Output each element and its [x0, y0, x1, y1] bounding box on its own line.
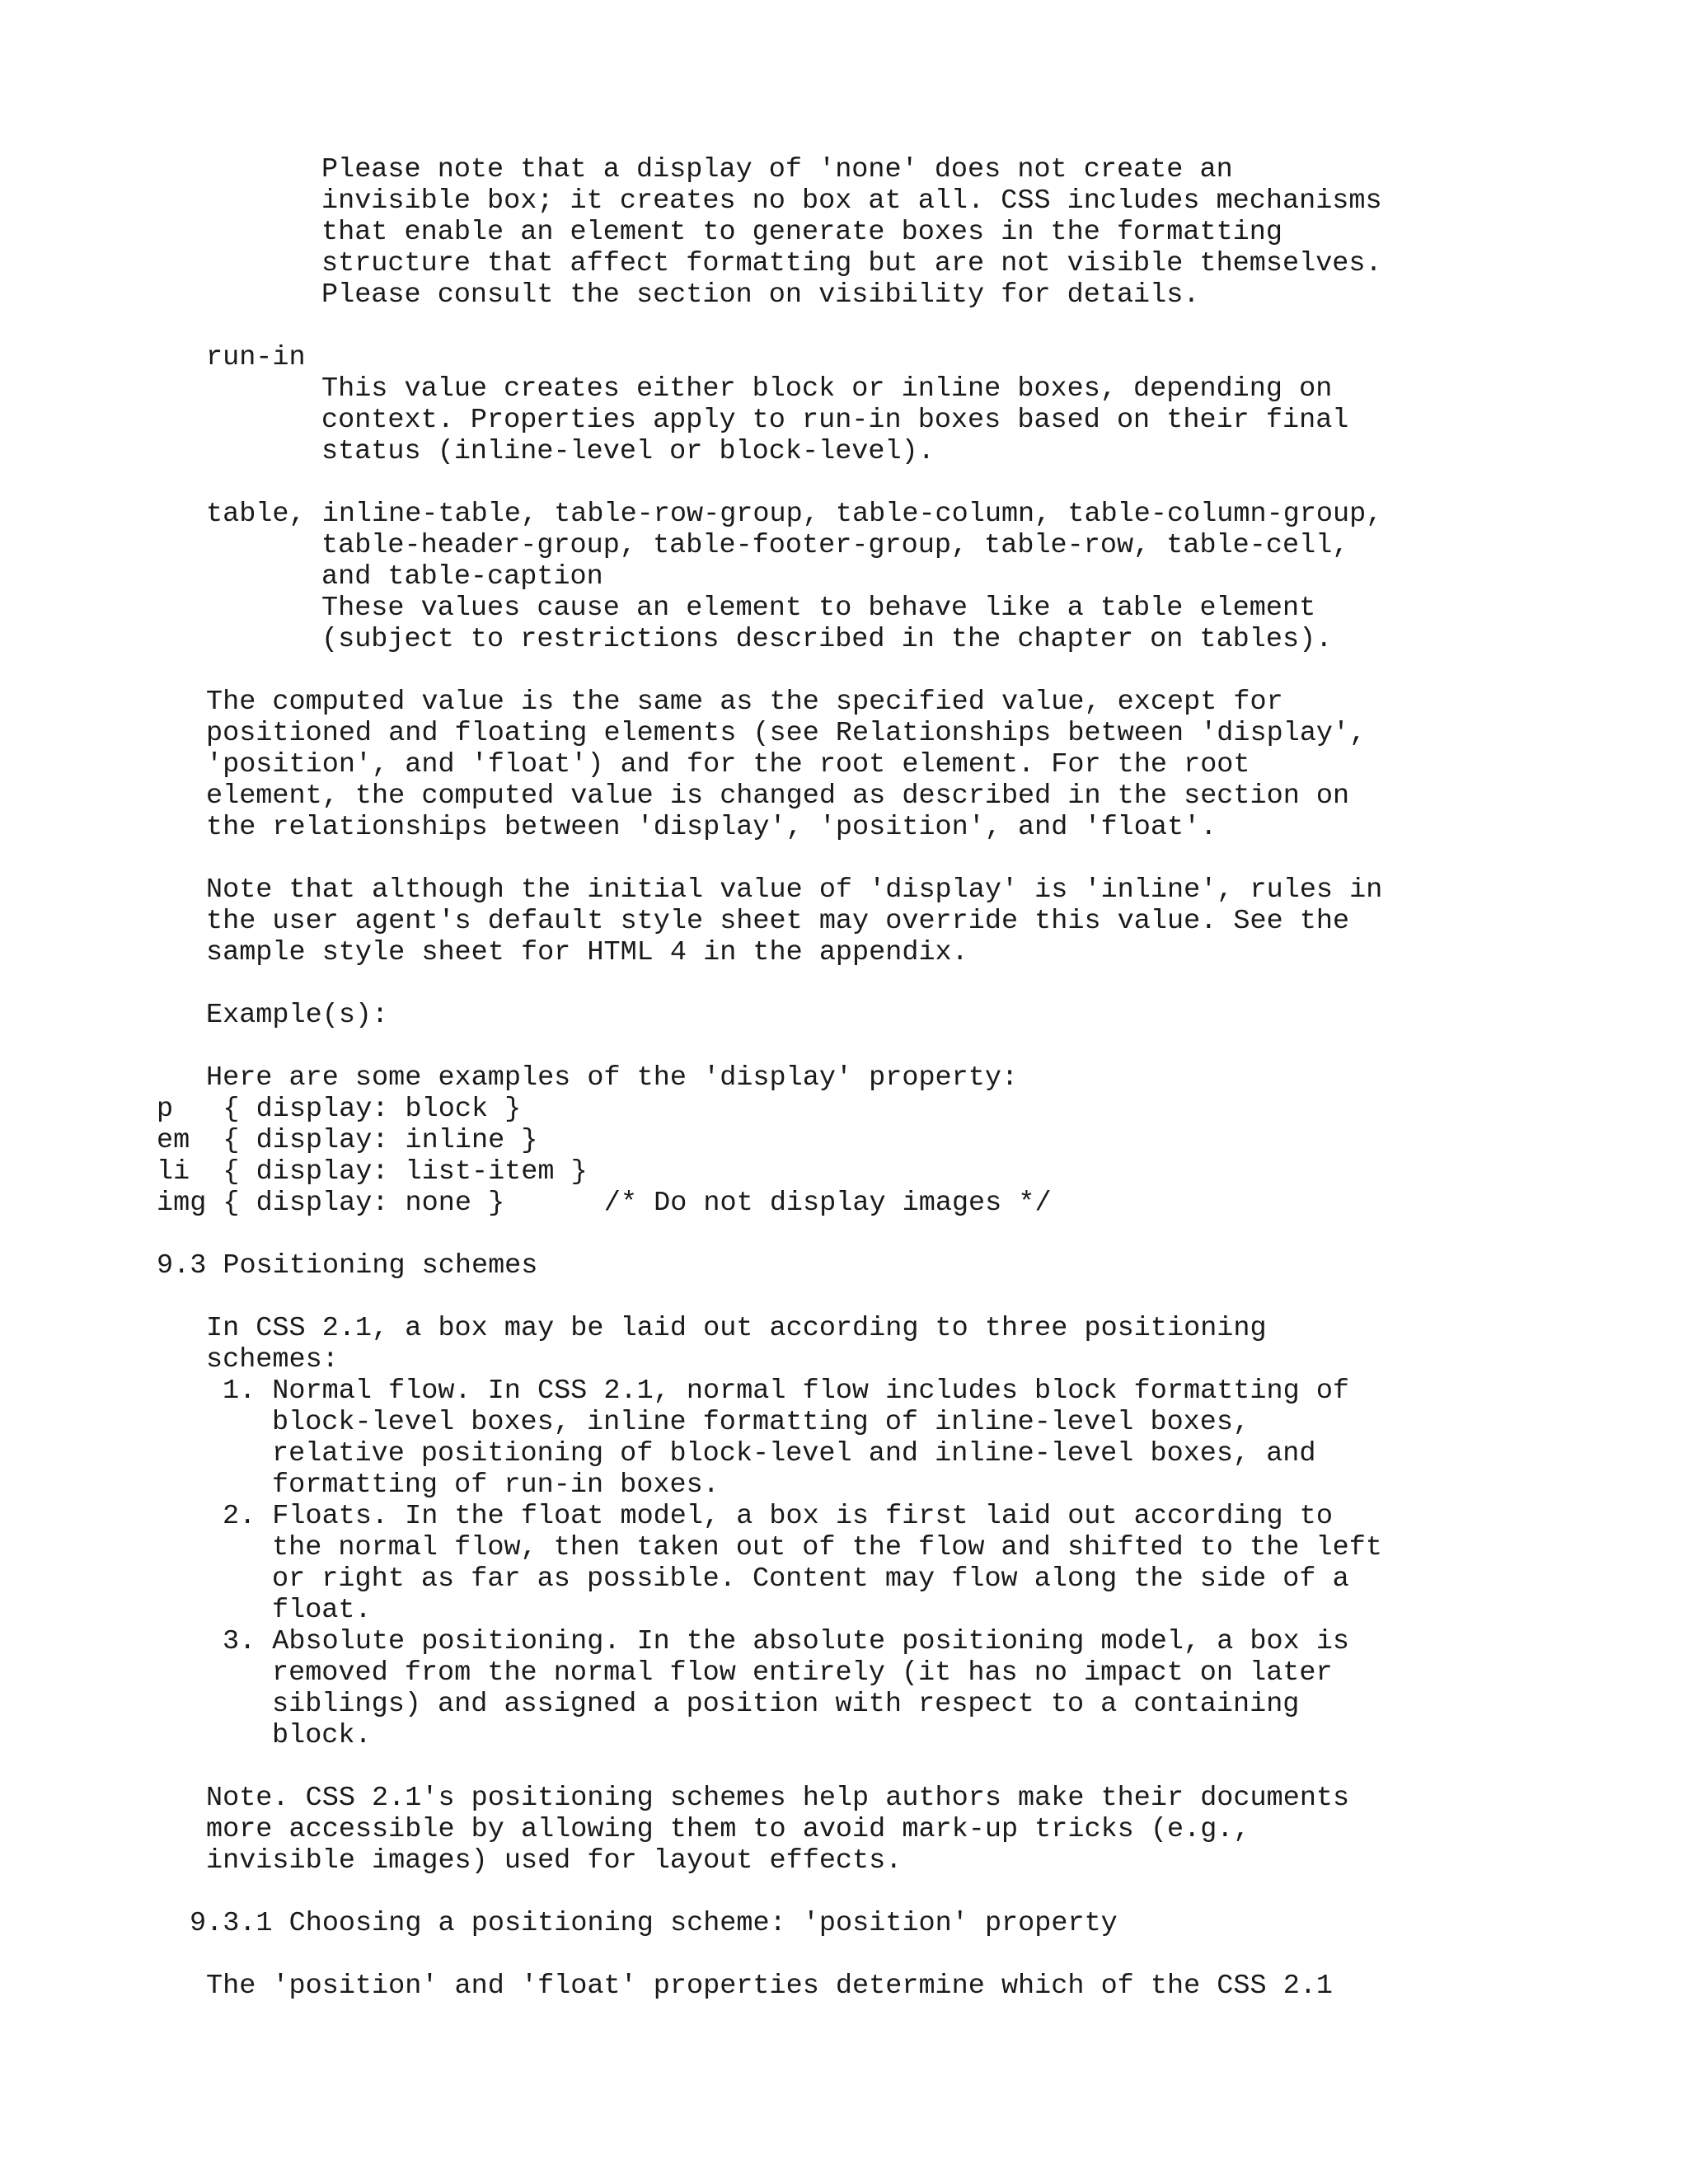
display-none-note-line: invisible box; it creates no box at all. CSS includes mechanisms	[321, 185, 1382, 217]
list-item-continuation: formatting of run-in boxes.	[272, 1469, 720, 1501]
code-line: img { display: none } /* Do not display images */	[157, 1188, 1052, 1219]
list-item-continuation: float.	[272, 1595, 372, 1626]
display-none-note-line: that enable an element to generate boxes in the formatting	[321, 217, 1282, 248]
position-float-paragraph-line: The 'position' and 'float' properties determine which of the CSS 2.1	[206, 1971, 1334, 2002]
initial-value-note-line: Note that although the initial value of 'display' is 'inline', rules in	[206, 874, 1383, 906]
initial-value-note-line: the user agent's default style sheet may override this value. See the	[206, 906, 1350, 937]
table-values-definition-line: These values cause an element to behave like a table element	[321, 593, 1316, 624]
code-line: li { display: list-item }	[157, 1156, 588, 1188]
initial-value-note-line: sample style sheet for HTML 4 in the appendix.	[206, 937, 968, 968]
example-intro: Here are some examples of the 'display' property:	[206, 1062, 1019, 1094]
subsection-heading: 9.3.1 Choosing a positioning scheme: 'position' property	[190, 1908, 1118, 1939]
example-label: Example(s):	[206, 1000, 389, 1031]
table-values-term: and table-caption	[321, 561, 603, 593]
computed-value-paragraph-line: element, the computed value is changed as described in the section on	[206, 780, 1350, 812]
display-none-note-line: Please consult the section on visibility for details.	[321, 279, 1200, 311]
display-none-note-line: Please note that a display of 'none' does not create an	[321, 154, 1233, 185]
code-line: p { display: block }	[157, 1094, 522, 1125]
list-item-continuation: the normal flow, then taken out of the flow and shifted to the left	[272, 1532, 1382, 1563]
list-item-continuation: block-level boxes, inline formatting of inline-level boxes,	[272, 1407, 1250, 1438]
run-in-term: run-in	[206, 342, 306, 373]
code-line: em { display: inline }	[157, 1125, 538, 1156]
accessibility-note-line: invisible images) used for layout effects.	[206, 1845, 903, 1877]
list-item: 3. Absolute positioning. In the absolute positioning model, a box is	[223, 1626, 1350, 1657]
computed-value-paragraph-line: 'position', and 'float') and for the root element. For the root	[206, 749, 1250, 780]
positioning-intro-line: schemes:	[206, 1344, 339, 1376]
list-item-continuation: relative positioning of block-level and inline-level boxes, and	[272, 1438, 1316, 1469]
run-in-definition-line: status (inline-level or block-level).	[321, 436, 935, 467]
list-item: 1. Normal flow. In CSS 2.1, normal flow includes block formatting of	[223, 1376, 1350, 1407]
run-in-definition-line: This value creates either block or inline boxes, depending on	[321, 373, 1333, 405]
display-none-note-line: structure that affect formatting but are not visible themselves.	[321, 248, 1382, 279]
list-item-continuation: removed from the normal flow entirely (it has no impact on later	[272, 1657, 1333, 1689]
accessibility-note-line: more accessible by allowing them to avoid mark-up tricks (e.g.,	[206, 1814, 1250, 1845]
computed-value-paragraph-line: the relationships between 'display', 'position', and 'float'.	[206, 812, 1217, 843]
list-item-continuation: siblings) and assigned a position with respect to a containing	[272, 1689, 1300, 1720]
table-values-definition-line: (subject to restrictions described in the chapter on tables).	[321, 624, 1333, 655]
positioning-intro-line: In CSS 2.1, a box may be laid out according to three positioning	[206, 1313, 1267, 1344]
accessibility-note-line: Note. CSS 2.1's positioning schemes help authors make their documents	[206, 1783, 1350, 1814]
list-item-continuation: block.	[272, 1720, 372, 1751]
list-item-continuation: or right as far as possible. Content may flow along the side of a	[272, 1563, 1349, 1595]
computed-value-paragraph-line: positioned and floating elements (see Relationships between 'display',	[206, 718, 1367, 749]
run-in-definition-line: context. Properties apply to run-in boxes based on their final	[321, 405, 1349, 436]
table-values-term: table, inline-table, table-row-group, table-column, table-column-group,	[206, 499, 1383, 530]
table-values-term: table-header-group, table-footer-group, table-row, table-cell,	[321, 530, 1349, 561]
computed-value-paragraph-line: The computed value is the same as the specified value, except for	[206, 687, 1283, 718]
section-heading: 9.3 Positioning schemes	[157, 1250, 538, 1282]
list-item: 2. Floats. In the float model, a box is first laid out according to	[223, 1501, 1333, 1532]
